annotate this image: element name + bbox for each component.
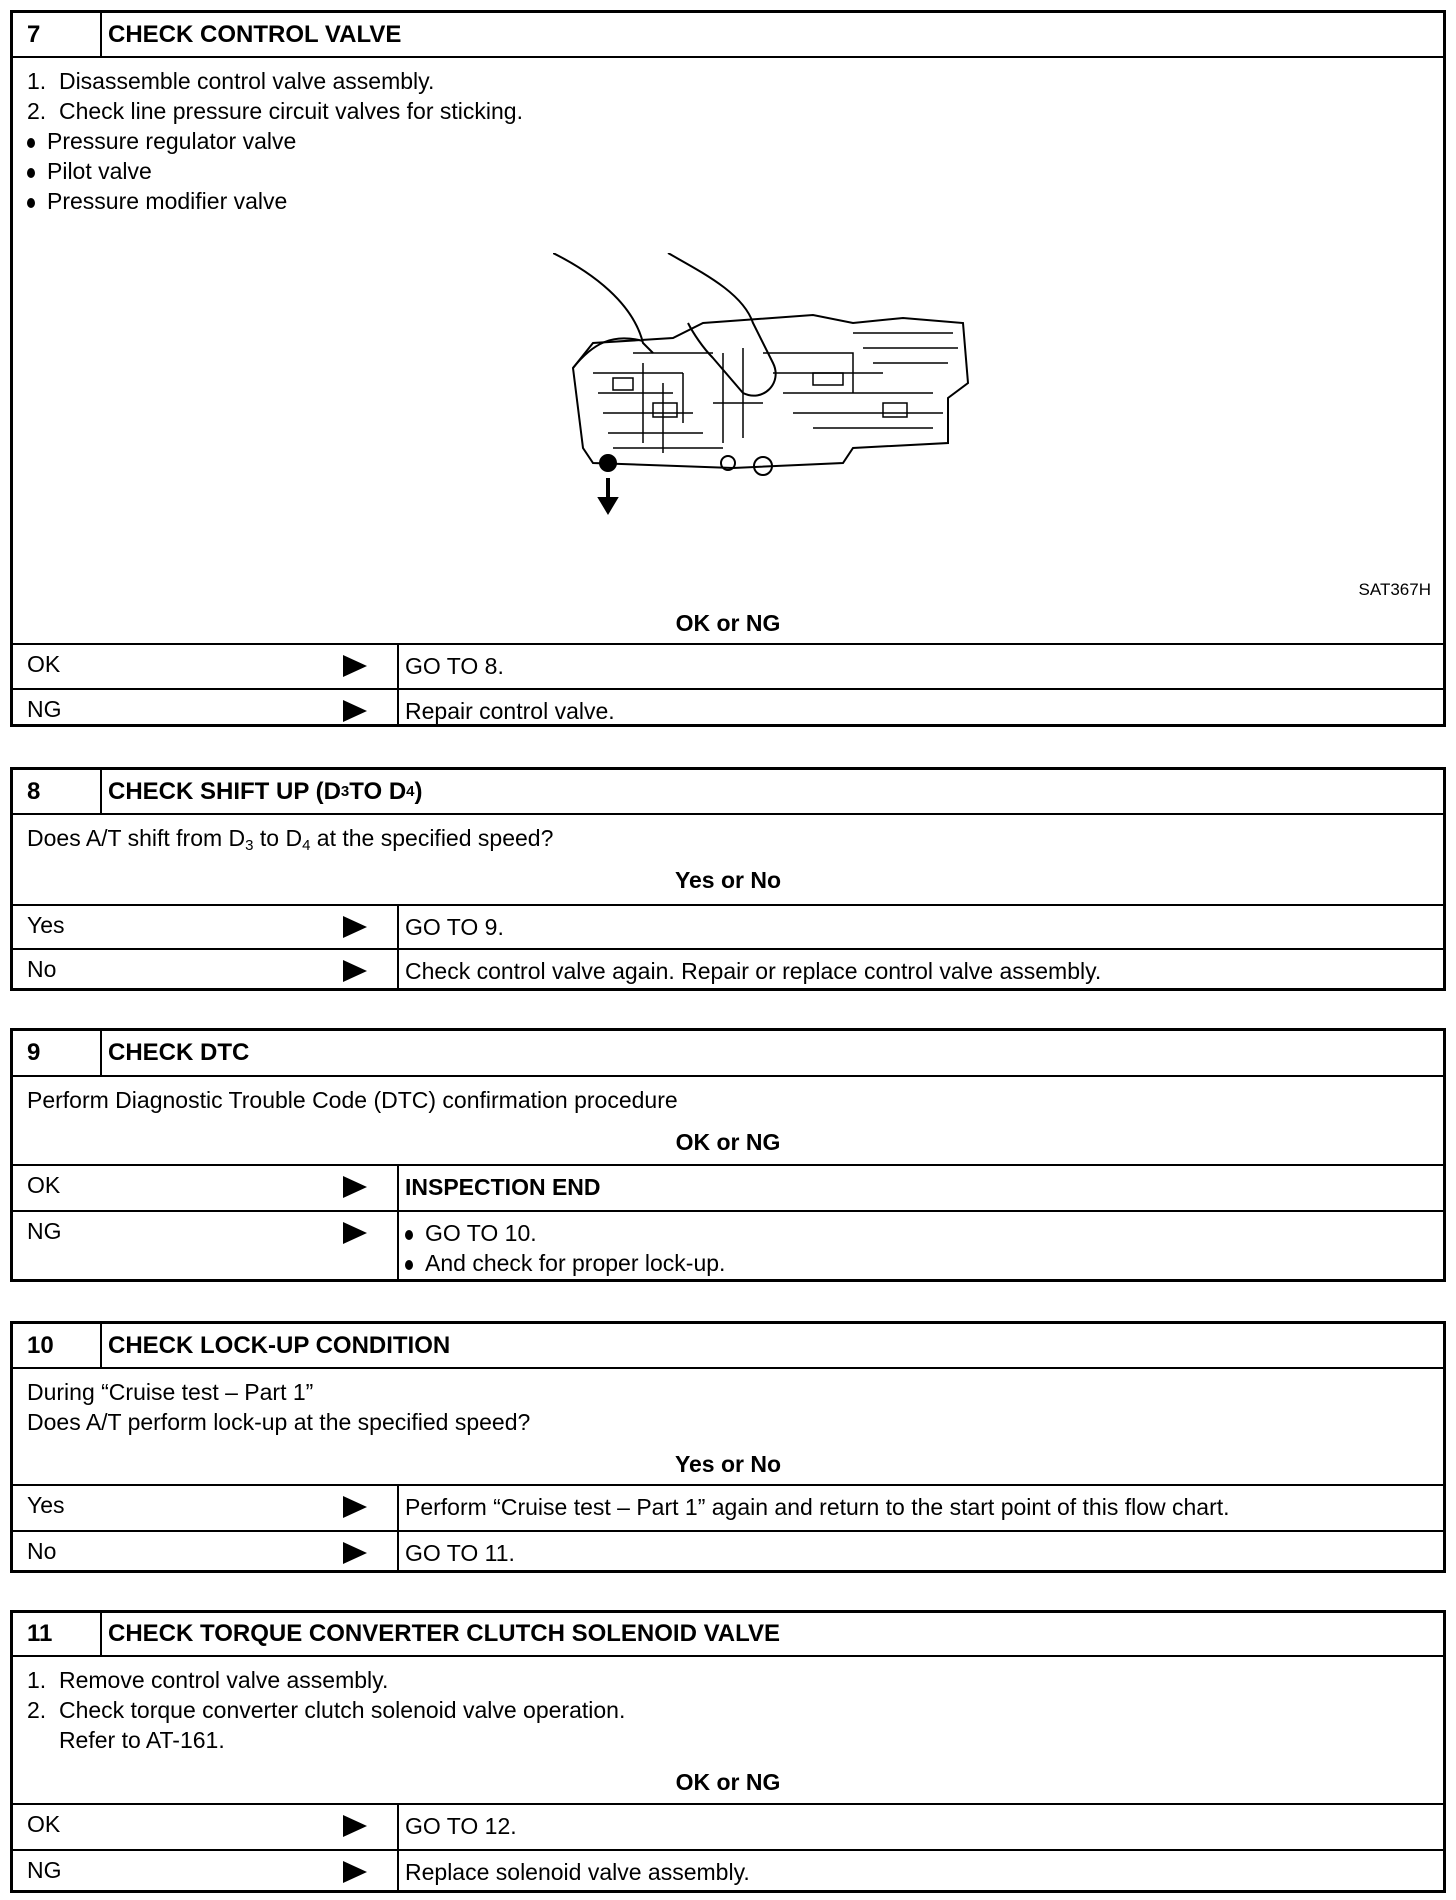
step-title: CHECK SHIFT UP (D 3 TO D 4 )	[108, 777, 423, 805]
step-body	[13, 1657, 1443, 1805]
result-action: GO TO 11.	[405, 1540, 515, 1566]
bullet-text: Pressure modifier valve	[47, 188, 288, 214]
bullet-item	[27, 186, 1443, 216]
result-row-ng	[13, 1849, 1443, 1890]
step-number: 7	[13, 13, 102, 56]
step-number: 11	[13, 1613, 102, 1655]
instruction: 1. Disassemble control valve assembly.	[27, 68, 435, 94]
result-action	[399, 1212, 1443, 1279]
arrow-right-icon	[343, 1176, 367, 1198]
arrow-right-icon	[343, 655, 367, 677]
step-number: 8	[13, 770, 102, 813]
bullet-text: Pressure regulator valve	[47, 128, 297, 154]
step-7-section	[10, 10, 1446, 727]
step-header	[13, 770, 1443, 815]
result-action: Replace solenoid valve assembly.	[405, 1859, 750, 1885]
result-row-ng	[13, 1210, 1443, 1279]
result-row-ok	[13, 1805, 1443, 1849]
instruction: 2. Check line pressure circuit valves for sticking.	[27, 98, 523, 124]
arrow-right-icon	[343, 916, 367, 938]
step-body	[13, 58, 1443, 645]
verdict-label: Yes or No	[674, 1451, 782, 1477]
result-row-yes	[13, 906, 1443, 948]
instruction: During “Cruise test – Part 1”	[27, 1379, 314, 1405]
reference: Refer to AT-161.	[27, 1727, 225, 1753]
bullet-item: GO TO 10.	[405, 1218, 1443, 1248]
step-body	[13, 1077, 1443, 1166]
arrow-right-icon	[343, 1222, 367, 1244]
result-row-no	[13, 1530, 1443, 1570]
verdict-label: OK or NG	[675, 610, 781, 636]
result-label: No	[27, 1538, 57, 1564]
step-10-section	[10, 1321, 1446, 1573]
arrow-right-icon	[343, 700, 367, 722]
step-body	[13, 1369, 1443, 1486]
result-action: GO TO 8.	[405, 653, 504, 679]
verdict-label: Yes or No	[674, 867, 782, 893]
verdict-label: OK or NG	[675, 1129, 781, 1155]
step-number: 9	[13, 1031, 102, 1075]
bullet-item: And check for proper lock-up.	[405, 1248, 1443, 1278]
result-row-ok	[13, 1166, 1443, 1210]
result-action: GO TO 12.	[405, 1813, 517, 1839]
step-header	[13, 1031, 1443, 1077]
step-title: CHECK DTC	[108, 1039, 250, 1066]
result-action: Repair control valve.	[405, 698, 615, 724]
step-8-section	[10, 767, 1446, 991]
result-row-ok	[13, 645, 1443, 688]
result-label: Yes	[27, 912, 65, 938]
step-header	[13, 13, 1443, 58]
instruction: 1. Remove control valve assembly.	[27, 1667, 389, 1693]
result-row-yes	[13, 1486, 1443, 1530]
result-label: NG	[27, 1218, 62, 1244]
step-body	[13, 815, 1443, 906]
step-title: CHECK CONTROL VALVE	[108, 20, 402, 48]
bullet-text: Pilot valve	[47, 158, 152, 184]
result-label: NG	[27, 1857, 62, 1883]
result-label: Yes	[27, 1492, 65, 1518]
control-valve-illustration	[553, 253, 973, 553]
result-label: NG	[27, 696, 62, 722]
bullet-item	[27, 126, 1443, 156]
result-label: OK	[27, 1172, 61, 1198]
result-action: Check control valve again. Repair or replace control valve assembly.	[405, 958, 1102, 984]
result-action: GO TO 9.	[405, 914, 504, 940]
result-label: No	[27, 956, 57, 982]
result-action: INSPECTION END	[405, 1174, 601, 1200]
arrow-right-icon	[343, 960, 367, 982]
arrow-right-icon	[343, 1496, 367, 1518]
result-label: OK	[27, 651, 61, 677]
figure-code: SAT367H	[1358, 580, 1431, 599]
instruction: 2. Check torque converter clutch solenoid valve operation.	[27, 1697, 626, 1723]
step-header	[13, 1324, 1443, 1369]
arrow-right-icon	[343, 1861, 367, 1883]
step-title: CHECK TORQUE CONVERTER CLUTCH SOLENOID VALVE	[108, 1620, 781, 1647]
arrow-right-icon	[343, 1542, 367, 1564]
bullet-item	[27, 156, 1443, 186]
result-row-no	[13, 948, 1443, 988]
step-11-section	[10, 1610, 1446, 1893]
step-header	[13, 1613, 1443, 1657]
step-9-section	[10, 1028, 1446, 1282]
instruction: Perform Diagnostic Trouble Code (DTC) confirmation procedure	[27, 1087, 678, 1113]
verdict-label: OK or NG	[675, 1769, 781, 1795]
result-label: OK	[27, 1811, 61, 1837]
question: Does A/T perform lock-up at the specified speed?	[27, 1409, 531, 1435]
result-action: Perform “Cruise test – Part 1” again and return to the start point of this flow chart.	[405, 1494, 1230, 1520]
step-title: CHECK LOCK-UP CONDITION	[108, 1331, 451, 1359]
step-number: 10	[13, 1324, 102, 1367]
arrow-right-icon	[343, 1815, 367, 1837]
question: Does A/T shift from $D_3$ to $D_4$ at the specified speed?	[27, 825, 554, 854]
result-row-ng	[13, 688, 1443, 727]
